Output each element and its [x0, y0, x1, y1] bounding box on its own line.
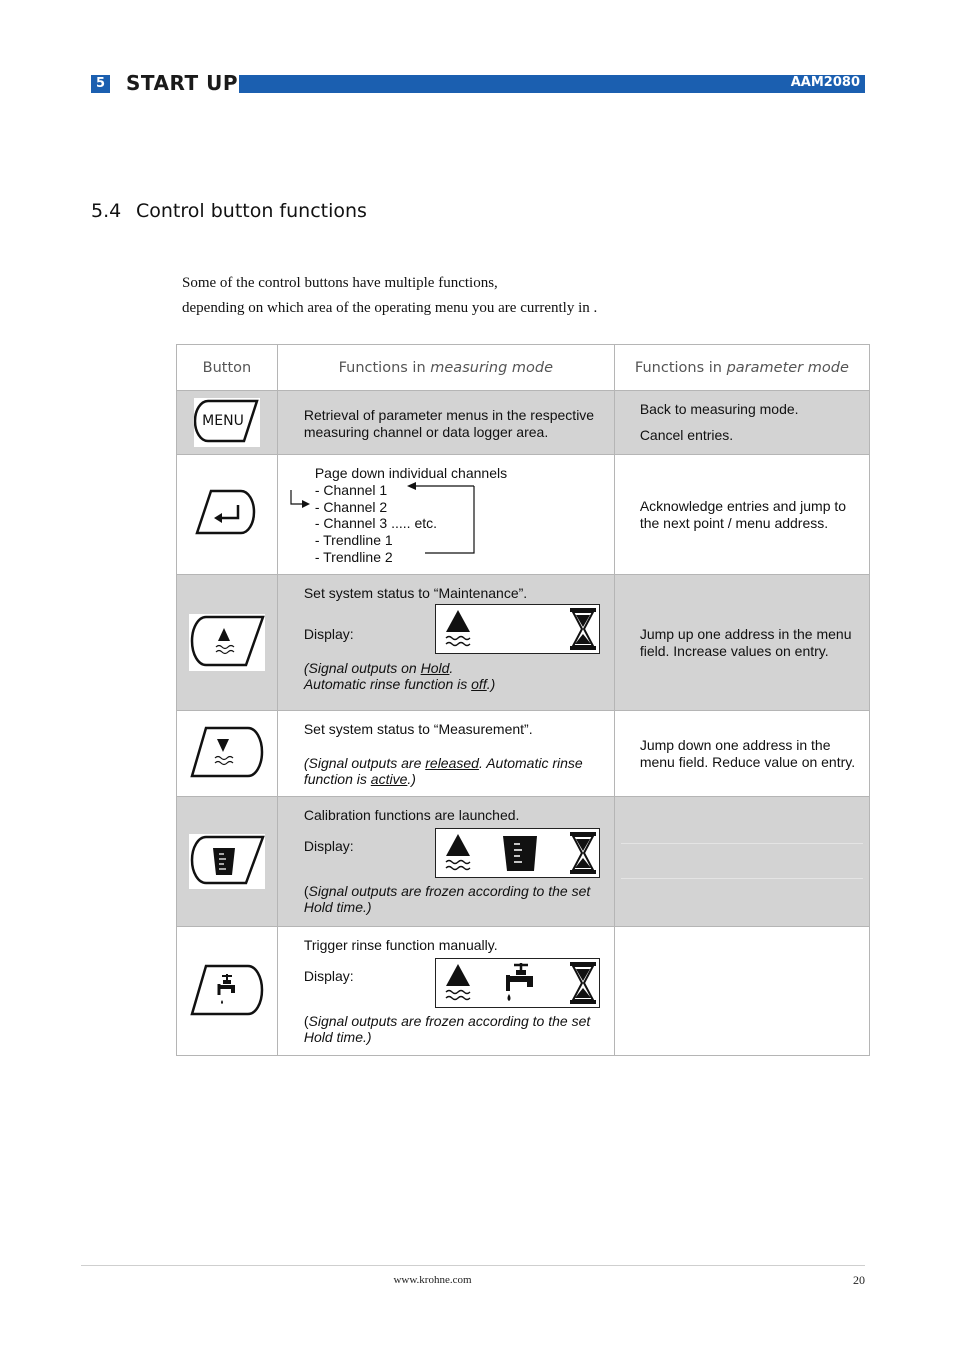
section-title	[91, 200, 367, 222]
channel-list-item: - Channel 1	[314, 481, 388, 498]
calibration-parameter-cell	[614, 797, 869, 927]
channel-list-item: - Channel 2	[314, 498, 388, 515]
down-measurement-button-icon	[189, 725, 265, 782]
enter-measuring-cell	[277, 455, 614, 575]
up-measuring-cell	[277, 575, 614, 711]
menu-parameter-text-2: Cancel entries.	[639, 426, 734, 443]
table-row-down	[177, 711, 870, 797]
model-name: AAM2080	[790, 75, 860, 90]
page-number: 20	[853, 1273, 865, 1287]
svg-text:MENU: MENU	[202, 413, 244, 429]
enter-button-icon	[194, 488, 260, 541]
menu-parameter-cell	[614, 391, 869, 455]
section-number: 5.4	[91, 200, 122, 222]
rinse-measuring-title: Trigger rinse function manually.	[303, 937, 498, 953]
calibration-button-icon	[189, 834, 265, 889]
rinse-display	[435, 958, 600, 1008]
rinse-button-cell	[177, 927, 278, 1056]
table-row-menu	[177, 391, 870, 455]
up-button-cell	[177, 575, 278, 711]
footer-divider	[81, 1265, 865, 1266]
channel-list-item: - Trendline 2	[314, 548, 393, 565]
table-row-calibration	[177, 797, 870, 927]
table-header-row	[177, 345, 870, 391]
up-parameter-text: Jump up one address in the menu field. Increase values on entry.	[639, 626, 852, 659]
calibration-measuring-title: Calibration functions are launched.	[303, 807, 520, 823]
rinse-measuring-note: (Signal outputs are frozen according to the set Hold time.)	[303, 1012, 591, 1045]
header-bar	[239, 75, 865, 93]
up-measuring-title: Set system status to “Maintenance”.	[303, 585, 528, 601]
down-measuring-cell	[277, 711, 614, 797]
channel-list-item: - Channel 3 ..... etc.	[314, 515, 438, 532]
down-button-cell	[177, 711, 278, 797]
down-parameter-cell	[614, 711, 869, 797]
header-parameter-mode: Functions in parameter mode	[614, 345, 869, 391]
calibration-measuring-cell	[277, 797, 614, 927]
button-functions-table	[176, 344, 870, 1056]
display-label: Display:	[303, 837, 354, 854]
hourglass-icon	[569, 607, 597, 651]
maintenance-triangle-icon	[444, 962, 472, 1004]
down-measuring-title: Set system status to “Measurement”.	[303, 721, 533, 737]
menu-button-cell	[177, 391, 278, 455]
up-maintenance-button-icon	[189, 614, 265, 671]
menu-button-icon	[194, 398, 260, 447]
header-button: Button	[177, 345, 278, 391]
maintenance-triangle-icon	[444, 608, 472, 650]
beaker-icon	[501, 833, 539, 873]
hourglass-icon	[569, 831, 597, 875]
hourglass-icon	[569, 961, 597, 1005]
table-row-rinse	[177, 927, 870, 1056]
footer-url: www.krohne.com	[393, 1274, 472, 1286]
section-title-text: Control button functions	[136, 200, 367, 222]
enter-button-cell	[177, 455, 278, 575]
menu-measuring-text: Retrieval of parameter menus in the respective measuring channel or data logger area.	[303, 407, 595, 440]
rinse-parameter-cell	[614, 927, 869, 1056]
enter-parameter-text: Acknowledge entries and jump to the next point / menu address.	[639, 498, 847, 531]
rinse-measuring-cell	[277, 927, 614, 1056]
menu-parameter-text-1: Back to measuring mode.	[639, 401, 799, 417]
calibration-display	[435, 828, 600, 878]
display-label: Display:	[303, 967, 354, 984]
chapter-number: 5	[91, 75, 110, 93]
up-parameter-cell	[614, 575, 869, 711]
empty-cell-lines	[621, 843, 863, 879]
down-measuring-note: (Signal outputs are released. Automatic rinse function is active.)	[303, 754, 583, 787]
maintenance-display	[435, 604, 600, 654]
display-label: Display:	[303, 626, 354, 643]
calibration-button-cell	[177, 797, 278, 927]
table-row-up	[177, 575, 870, 711]
page-down-arrows	[278, 455, 498, 565]
enter-parameter-cell	[614, 455, 869, 575]
header-measuring-mode: Functions in measuring mode	[277, 345, 614, 391]
menu-measuring-cell	[277, 391, 614, 455]
up-measuring-note: (Signal outputs on Hold. Automatic rinse function is off.)	[303, 659, 496, 692]
intro-line-2: depending on which area of the operating menu you are currently in .	[182, 300, 598, 316]
down-parameter-text: Jump down one address in the menu field. Reduce value on entry.	[639, 737, 856, 770]
channel-list-item: - Trendline 1	[314, 532, 393, 549]
enter-measuring-title: Page down individual channels	[314, 465, 508, 481]
maintenance-triangle-icon	[444, 832, 472, 874]
intro-line-1: Some of the control buttons have multiple functions,	[182, 275, 498, 291]
calibration-measuring-note: (Signal outputs are frozen according to the set Hold time.)	[303, 882, 591, 915]
faucet-icon	[503, 961, 537, 1005]
rinse-button-icon	[189, 963, 265, 1020]
table-row-enter	[177, 455, 870, 575]
chapter-title: START UP	[126, 71, 238, 95]
